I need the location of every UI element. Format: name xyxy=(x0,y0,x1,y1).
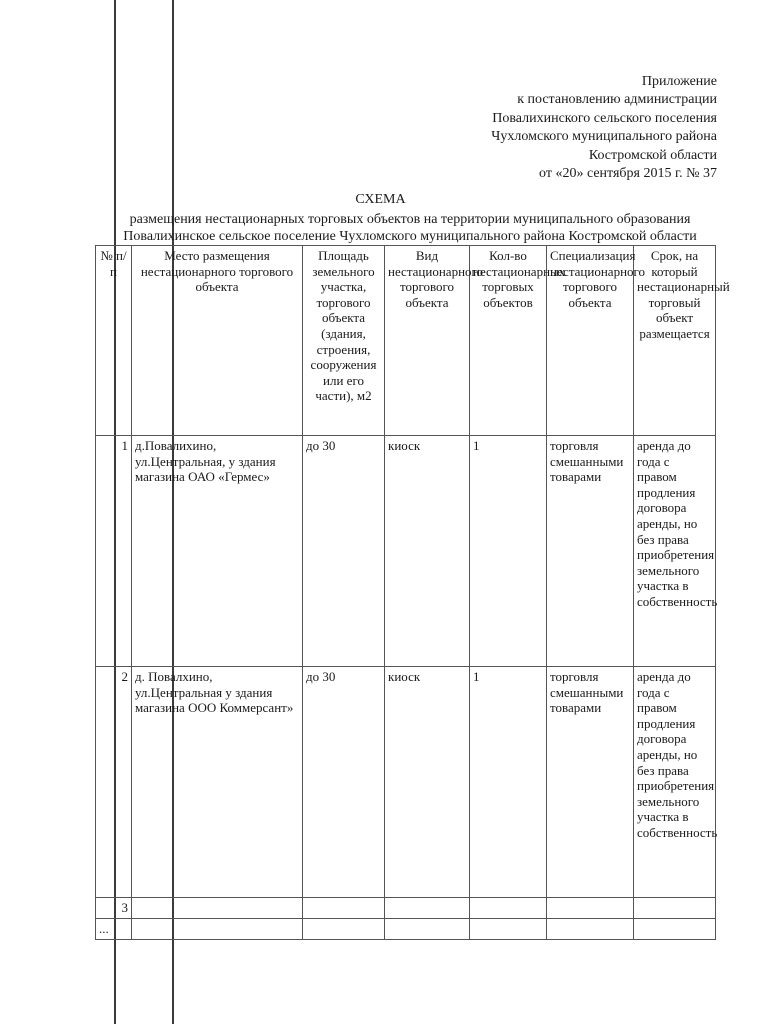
column-header-type: Вид нестационарного торгового объекта xyxy=(385,246,470,436)
table-header-row xyxy=(96,246,716,436)
header-line: Повалихинского сельского поселения xyxy=(492,110,717,126)
row-term: аренда до года с правом продления договора аренды, но без права приобретения земельного участка в собственность xyxy=(634,667,716,898)
header-line: Чухломского муниципального района xyxy=(491,129,717,145)
header-line: к постановлению администрации xyxy=(517,92,717,108)
empty-cell xyxy=(303,919,385,940)
header-line: от «20» сентября 2015 г. № 37 xyxy=(539,166,717,182)
row-place: д. Повалхино, ул.Центральная у здания магазина ООО Коммерсант» xyxy=(132,667,303,898)
empty-cell xyxy=(385,919,470,940)
table-row xyxy=(96,898,716,919)
row-type: киоск xyxy=(385,667,470,898)
table-row xyxy=(96,436,716,667)
row-term: аренда до года с правом продления договора аренды, но без права приобретения земельного участка в собственность xyxy=(634,436,716,667)
row-number: 1 xyxy=(96,436,132,667)
column-header-specialization: Специализация нестационарного торгового объекта xyxy=(547,246,634,436)
empty-cell xyxy=(470,919,547,940)
row-area: до 30 xyxy=(303,436,385,667)
row-number: 2 xyxy=(96,667,132,898)
row-specialization: торговля смешанными товарами xyxy=(547,667,634,898)
row-number: 3 xyxy=(96,898,132,919)
column-header-count: Кол-во нестационарных торговых объектов xyxy=(470,246,547,436)
empty-cell xyxy=(470,898,547,919)
document-title: СХЕМА xyxy=(355,192,406,207)
empty-cell xyxy=(634,898,716,919)
placement-table xyxy=(95,245,730,940)
row-place: д.Повалихино, ул.Центральная, у здания магазина ОАО «Гермес» xyxy=(132,436,303,667)
empty-cell xyxy=(385,898,470,919)
column-header-number: № п/п xyxy=(96,246,132,436)
row-specialization: торговля смешанными товарами xyxy=(547,436,634,667)
empty-cell xyxy=(132,919,303,940)
row-type: киоск xyxy=(385,436,470,667)
row-count: 1 xyxy=(470,667,547,898)
column-header-area: Площадь земельного участка, торгового объекта (здания, строения, сооружения или его части), м2 xyxy=(303,246,385,436)
row-number: ... xyxy=(96,919,132,940)
row-area: до 30 xyxy=(303,667,385,898)
empty-cell xyxy=(547,919,634,940)
row-count: 1 xyxy=(470,436,547,667)
empty-cell xyxy=(303,898,385,919)
empty-cell xyxy=(132,898,303,919)
column-header-place: Место размещения нестационарного торгового объекта xyxy=(132,246,303,436)
empty-cell xyxy=(547,898,634,919)
column-header-term: Срок, на который нестационарный торговый объект размещается xyxy=(634,246,716,436)
document-subtitle: размещения нестационарных торговых объектов на территории муниципального образования Повалихинское сельское поселение Чухломского муниципального района Костромской области xyxy=(123,212,697,244)
appendix-header xyxy=(491,73,717,183)
table-row xyxy=(96,667,716,898)
header-line: Костромской области xyxy=(588,147,717,163)
empty-cell xyxy=(634,919,716,940)
header-line: Приложение xyxy=(641,74,717,89)
table-row xyxy=(96,919,716,940)
